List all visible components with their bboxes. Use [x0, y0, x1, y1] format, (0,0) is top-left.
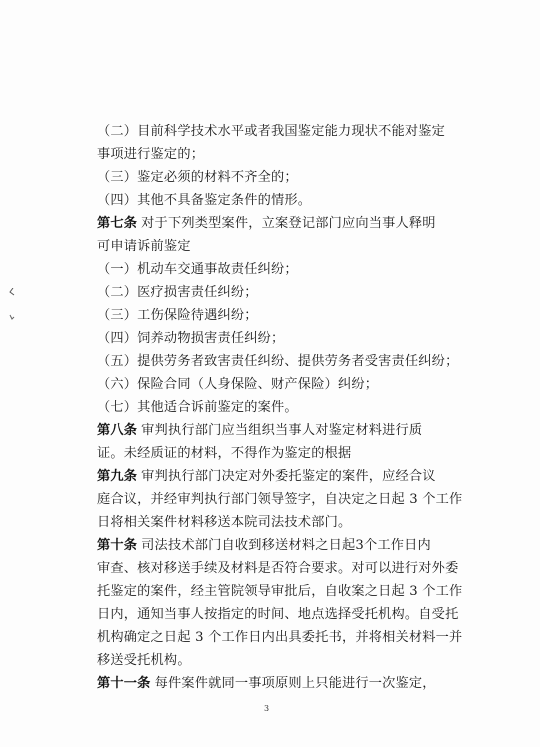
line-text: 证。未经质证的材料，不得作为鉴定的根据	[97, 446, 352, 461]
line-text: 审查、核对移送手续及材料是否符合要求。对可以进行对外委	[97, 561, 459, 576]
list-item	[97, 400, 298, 416]
article-heading: 第七条	[97, 216, 138, 231]
list-item	[97, 262, 298, 278]
text-line	[97, 630, 462, 646]
text-line	[97, 147, 204, 163]
list-item	[97, 285, 258, 301]
line-text: 日内，通知当事人按指定的时间、地点选择受托机构。自受托	[97, 607, 459, 622]
line-text: 审判执行部门应当组织当事人对鉴定材料进行质	[141, 423, 423, 438]
list-item	[97, 354, 458, 370]
text-line	[97, 193, 311, 209]
text-line	[97, 170, 298, 186]
article-line	[97, 469, 436, 485]
list-item	[97, 377, 378, 393]
line-text: 司法技术部门自收到移送材料之日起3个工作日内	[141, 538, 431, 553]
article-line	[97, 538, 431, 554]
line-text: 庭合议，并经审判执行部门领导签字，自决定之日起 3 个工作	[97, 492, 463, 507]
article-line	[97, 676, 436, 692]
line-text: （五）提供劳务者致害责任纠纷、提供劳务者受害责任纠纷；	[97, 354, 459, 369]
line-text: 日将相关案件材料移送本院司法技术部门。	[97, 515, 352, 530]
article-heading: 第十一条	[97, 676, 151, 691]
line-text: 每件案件就同一事项原则上只能进行一次鉴定，	[154, 676, 436, 691]
line-text: （四）饲养动物损害责任纠纷；	[97, 331, 285, 346]
line-text: （二）医疗损害责任纠纷；	[97, 285, 258, 300]
line-text: 机构确定之日起 3 个工作日内出具委托书，并将相关材料一并	[97, 630, 463, 645]
text-line	[97, 492, 462, 508]
line-text: 审判执行部门决定对外委托鉴定的案件，应经合议	[141, 469, 436, 484]
line-text: 对于下列类型案件，立案登记部门应向当事人释明	[141, 216, 436, 231]
text-line	[97, 607, 458, 623]
line-text: 移送受托机构。	[97, 653, 191, 668]
line-text: 托鉴定的案件，经主管院领导审批后，自收案之日起 3 个工作	[97, 584, 463, 599]
article-line	[97, 216, 436, 232]
line-text: 事项进行鉴定的；	[97, 147, 205, 162]
line-text: 可申请诉前鉴定	[97, 239, 191, 254]
line-text: （二）目前科学技术水平或者我国鉴定能力现状不能对鉴定	[97, 124, 446, 139]
text-line	[97, 124, 445, 140]
list-item	[97, 308, 258, 324]
line-text: （三）工伤保险待遇纠纷；	[97, 308, 258, 323]
line-text: （六）保险合同（人身保险、财产保险）纠纷；	[97, 377, 379, 392]
line-text: （一）机动车交通事故责任纠纷；	[97, 262, 298, 277]
page-number: 3	[264, 704, 270, 713]
text-line	[97, 446, 351, 462]
line-text: （四）其他不具备鉴定条件的情形。	[97, 193, 312, 208]
line-text: （七）其他适合诉前鉴定的案件。	[97, 400, 298, 415]
text-line	[97, 239, 191, 255]
line-text: （三）鉴定必须的材料不齐全的；	[97, 170, 298, 185]
article-heading: 第九条	[97, 469, 138, 484]
list-item	[97, 331, 284, 347]
scan-mark-icon	[8, 313, 16, 321]
text-line	[97, 561, 458, 577]
article-line	[97, 423, 422, 439]
text-line	[97, 584, 462, 600]
scan-mark-icon	[8, 288, 16, 296]
text-line	[97, 653, 191, 669]
text-line	[97, 515, 351, 531]
article-heading: 第八条	[97, 423, 138, 438]
article-heading: 第十条	[97, 538, 138, 553]
